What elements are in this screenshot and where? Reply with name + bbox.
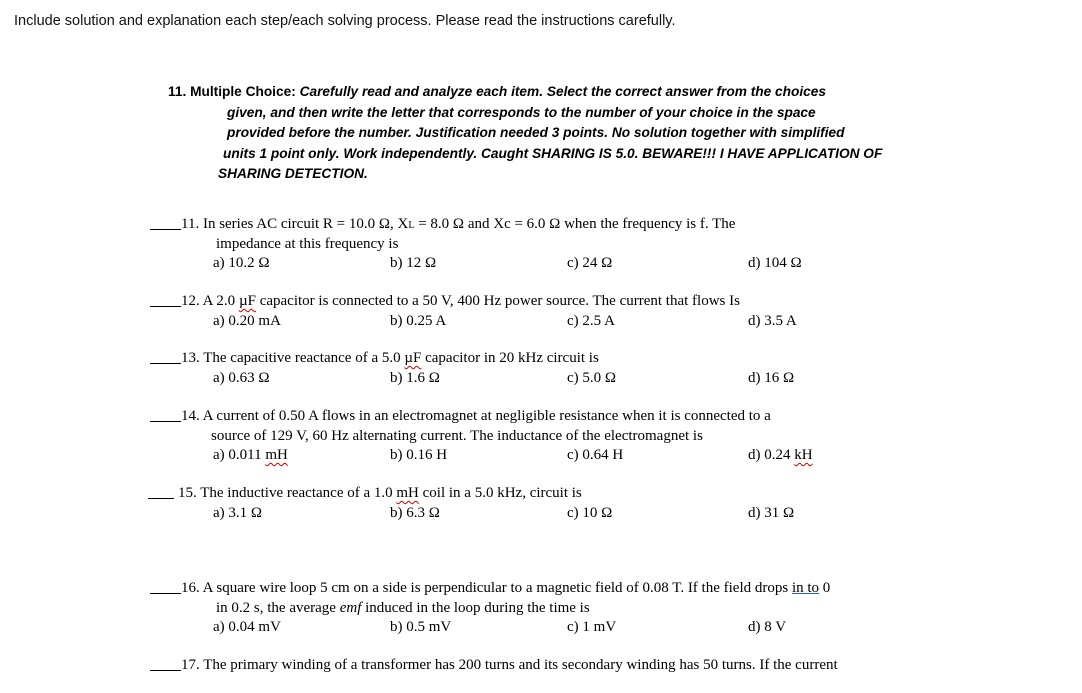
- question-stem: [181, 215, 735, 236]
- stem-unit: mH: [396, 485, 419, 501]
- instructions: [168, 82, 928, 185]
- choice-c[interactable]: c) 24 Ω: [567, 255, 613, 271]
- question-stem: 17. The primary winding of a transformer has 200 turns and its secondary winding has 50 turns. If the current: [181, 657, 838, 673]
- instructions-line-1: Carefully read and analyze each item. Select the correct answer from the choices: [295, 84, 826, 99]
- choice-d[interactable]: [748, 446, 813, 466]
- answer-blank[interactable]: [150, 215, 181, 230]
- choice-a[interactable]: a) 0.20 mA: [213, 312, 281, 329]
- answer-blank[interactable]: [150, 349, 181, 364]
- instructions-line-5: SHARING DETECTION.: [218, 166, 368, 181]
- page-header: Include solution and explanation each step/each solving process. Please read the instructions carefully.: [14, 13, 676, 29]
- choice-text: d) 0.24: [748, 447, 795, 463]
- question-stem: [181, 579, 830, 599]
- choice-unit: mH: [265, 447, 288, 463]
- cont-part: in 0.2 s, the average: [216, 599, 340, 616]
- question-continuation: impedance at this frequency is: [216, 235, 399, 252]
- stem-part: 16. A square wire loop 5 cm on a side is perpendicular to a magnetic field of 0.08 T. If the field drops: [181, 580, 792, 596]
- instructions-label: 11. Multiple Choice:: [168, 84, 296, 99]
- choice-d[interactable]: d) 3.5 A: [748, 312, 797, 329]
- choice-a[interactable]: a) 10.2 Ω: [213, 255, 270, 271]
- question-stem: [178, 484, 582, 504]
- choice-b[interactable]: b) 0.5 mV: [390, 619, 452, 635]
- instructions-line-4: units 1 point only. Work independently. Caught SHARING IS 5.0. BEWARE!!! I HAVE APPLICATION OF: [223, 145, 883, 161]
- instructions-line-2: given, and then write the letter that corresponds to the number of your choice in the space: [227, 104, 816, 120]
- answer-blank[interactable]: [150, 407, 181, 422]
- choice-b[interactable]: b) 6.3 Ω: [390, 504, 440, 521]
- question-stem: [181, 349, 599, 369]
- stem-part: 12. A 2.0: [181, 293, 239, 309]
- choice-c[interactable]: c) 2.5 A: [567, 312, 615, 329]
- choice-d[interactable]: d) 104 Ω: [748, 255, 802, 271]
- question-continuation: [216, 599, 590, 619]
- choice-c[interactable]: c) 10 Ω: [567, 504, 613, 521]
- question-stem: 14. A current of 0.50 A flows in an electromagnet at negligible resistance when it is connected to a: [181, 408, 771, 424]
- stem-part: capacitor in 20 kHz circuit is: [421, 350, 599, 366]
- choice-c[interactable]: c) 0.64 H: [567, 447, 624, 463]
- stem-unit: µF: [238, 293, 256, 309]
- choice-c[interactable]: c) 1 mV: [567, 619, 617, 635]
- cont-part: induced in the loop during the time is: [361, 599, 590, 616]
- stem-underlined: in to: [791, 580, 820, 596]
- stem-part: 11. In series AC circuit R = 10.0 Ω, X: [181, 216, 409, 232]
- stem-unit: µF: [404, 350, 422, 366]
- stem-part: coil in a 5.0 kHz, circuit is: [418, 485, 582, 501]
- cont-italic: emf: [339, 599, 362, 616]
- stem-part: = 8.0 Ω and Xc = 6.0 Ω when the frequency is f. The: [414, 216, 736, 232]
- stem-part: 0: [819, 580, 831, 596]
- choice-unit: kH: [794, 447, 813, 463]
- answer-blank[interactable]: [150, 292, 181, 307]
- question-stem: [181, 292, 740, 312]
- choice-a[interactable]: a) 0.04 mV: [213, 619, 281, 635]
- choice-b[interactable]: b) 12 Ω: [390, 255, 437, 271]
- answer-blank[interactable]: [150, 656, 181, 671]
- choice-a[interactable]: a) 0.63 Ω: [213, 369, 270, 386]
- stem-part: 13. The capacitive reactance of a 5.0: [181, 350, 405, 366]
- choice-d[interactable]: d) 8 V: [748, 619, 787, 635]
- choice-text: a) 0.011: [213, 447, 266, 463]
- question-continuation: source of 129 V, 60 Hz alternating current. The inductance of the electromagnet is: [211, 427, 703, 444]
- stem-part: 15. The inductive reactance of a 1.0: [178, 485, 397, 501]
- instructions-line-3: provided before the number. Justification needed 3 points. No solution together with simplified: [227, 125, 845, 140]
- choice-c[interactable]: c) 5.0 Ω: [567, 369, 617, 386]
- choice-d[interactable]: d) 31 Ω: [748, 504, 795, 521]
- choice-a[interactable]: a) 3.1 Ω: [213, 504, 263, 521]
- choice-b[interactable]: b) 0.25 A: [390, 312, 447, 329]
- answer-blank[interactable]: [150, 579, 181, 594]
- choice-b[interactable]: b) 1.6 Ω: [390, 369, 440, 386]
- stem-subscript: L: [408, 220, 415, 231]
- stem-part: capacitor is connected to a 50 V, 400 Hz power source. The current that flows Is: [255, 293, 740, 309]
- choice-a[interactable]: [213, 446, 288, 466]
- answer-blank[interactable]: [148, 484, 174, 499]
- choice-b[interactable]: b) 0.16 H: [390, 447, 448, 463]
- choice-d[interactable]: d) 16 Ω: [748, 369, 795, 386]
